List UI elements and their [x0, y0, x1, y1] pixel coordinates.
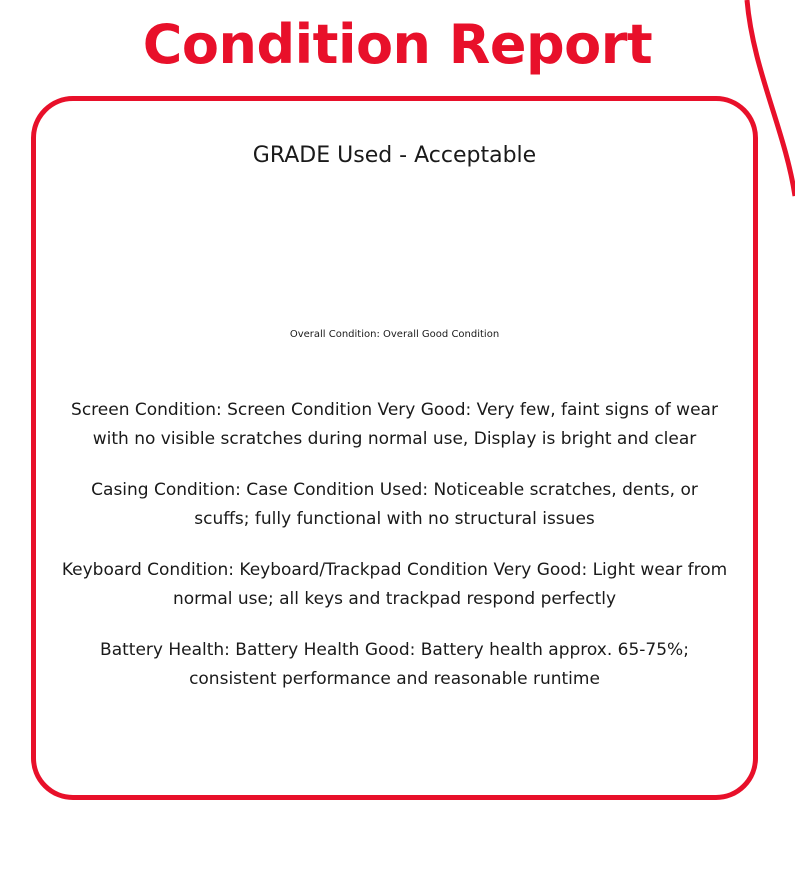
casing-condition-text: Casing Condition: Case Condition Used: Noticeable scratches, dents, or scuffs; fully functional with no structural issues [91, 480, 698, 529]
report-content [31, 96, 758, 800]
grade-line: GRADE Used - Acceptable [252, 143, 537, 168]
keyboard-condition-text: Keyboard Condition: Keyboard/Trackpad Condition Very Good: Light wear from normal use; all keys and trackpad respond perfectly [61, 560, 728, 609]
condition-sections [61, 396, 728, 694]
page-title: Condition Report [142, 13, 653, 76]
overall-condition-line: Overall Condition: Overall Good Condition [289, 329, 500, 340]
screen-condition-text: Screen Condition: Screen Condition Very Good: Very few, faint signs of wear with no visible scratches during normal use, Display is bright and clear [71, 400, 718, 449]
battery-health-text: Battery Health: Battery Health Good: Battery health approx. 65-75%; consistent performance and reasonable runtime [100, 640, 689, 689]
